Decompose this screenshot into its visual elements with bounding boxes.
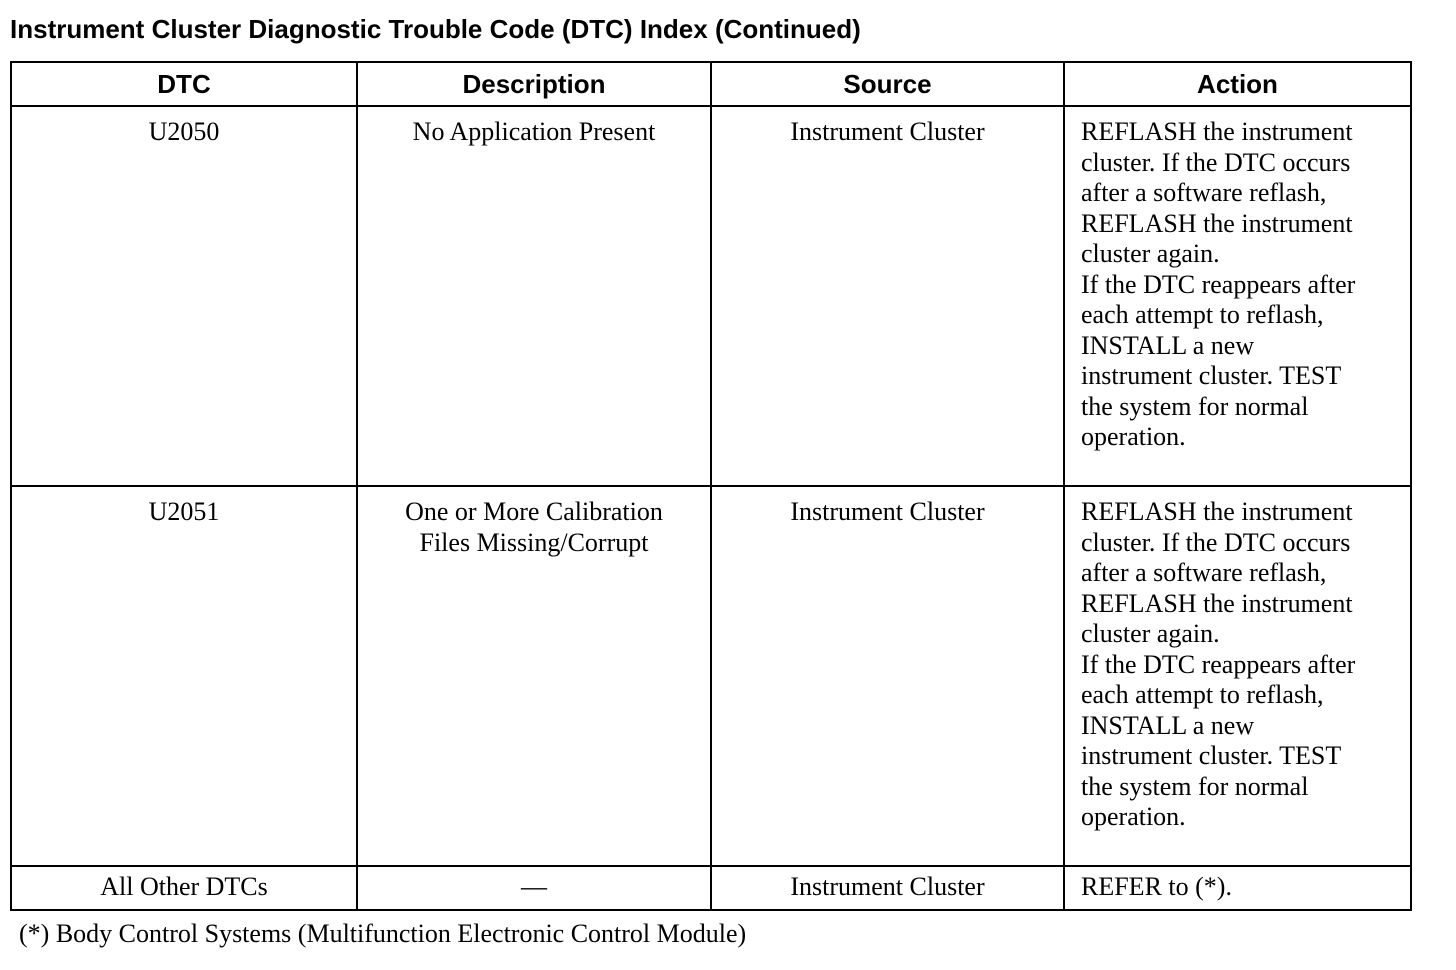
dtc-source: Instrument Cluster xyxy=(790,117,985,146)
dtc-description: — xyxy=(521,872,547,901)
dtc-action xyxy=(1065,107,1410,453)
action-line: cluster. If the DTC occurs xyxy=(1081,527,1351,557)
dtc-code: U2050 xyxy=(148,117,220,146)
action-line: each attempt to reflash, xyxy=(1081,680,1324,709)
action-line: each attempt to reflash, xyxy=(1081,300,1324,329)
dtc-cell xyxy=(11,486,357,866)
table-row xyxy=(11,106,1411,486)
header-source: Source xyxy=(711,62,1064,106)
action-line: operation. xyxy=(1081,802,1186,831)
dtc-action xyxy=(1065,487,1410,833)
source-cell xyxy=(711,106,1064,486)
dtc-description: No Application Present xyxy=(412,117,656,146)
action-line: instrument cluster. TEST xyxy=(1081,361,1342,390)
dtc-cell xyxy=(11,106,357,486)
header-dtc: DTC xyxy=(11,62,357,106)
action-line: operation. xyxy=(1081,422,1186,451)
dtc-action: REFER to (*). xyxy=(1081,872,1232,901)
description-cell xyxy=(357,486,711,866)
dtc-source: Instrument Cluster xyxy=(790,872,985,901)
description-cell xyxy=(357,106,711,486)
table-header-row xyxy=(11,62,1411,106)
action-line: REFLASH the instrument xyxy=(1081,497,1353,526)
description-line: Files Missing/Corrupt xyxy=(419,527,649,557)
footnote: (*) Body Control Systems (Multifunction Electronic Control Module) xyxy=(19,919,747,948)
action-line: INSTALL a new xyxy=(1081,330,1255,360)
action-line: cluster again. xyxy=(1081,619,1220,648)
table-row xyxy=(11,866,1411,910)
action-line: cluster. If the DTC occurs xyxy=(1081,147,1351,177)
action-cell xyxy=(1064,486,1411,866)
source-cell xyxy=(711,866,1064,910)
action-line: the system for normal xyxy=(1081,391,1309,421)
header-action: Action xyxy=(1064,62,1411,106)
action-line: INSTALL a new xyxy=(1081,710,1255,740)
header-description: Description xyxy=(357,62,711,106)
page-title: Instrument Cluster Diagnostic Trouble Code (DTC) Index (Continued) xyxy=(10,14,861,44)
source-cell xyxy=(711,486,1064,866)
action-line: REFLASH the instrument xyxy=(1081,208,1353,238)
action-line: after a software reflash, xyxy=(1081,558,1327,587)
dtc-code: U2051 xyxy=(148,497,220,526)
action-line: instrument cluster. TEST xyxy=(1081,741,1342,770)
action-cell xyxy=(1064,106,1411,486)
dtc-cell xyxy=(11,866,357,910)
dtc-description xyxy=(358,487,710,558)
table-row xyxy=(11,486,1411,866)
description-line: One or More Calibration xyxy=(405,497,663,526)
action-line: REFLASH the instrument xyxy=(1081,588,1353,618)
dtc-index-table xyxy=(10,61,1412,911)
description-cell xyxy=(357,866,711,910)
action-line: the system for normal xyxy=(1081,771,1309,801)
action-line: cluster again. xyxy=(1081,239,1220,268)
action-line: If the DTC reappears after xyxy=(1081,649,1356,679)
action-line: If the DTC reappears after xyxy=(1081,269,1356,299)
dtc-source: Instrument Cluster xyxy=(790,497,985,526)
action-line: after a software reflash, xyxy=(1081,178,1327,207)
action-line: REFLASH the instrument xyxy=(1081,117,1353,146)
action-cell xyxy=(1064,866,1411,910)
dtc-code: All Other DTCs xyxy=(100,872,268,901)
